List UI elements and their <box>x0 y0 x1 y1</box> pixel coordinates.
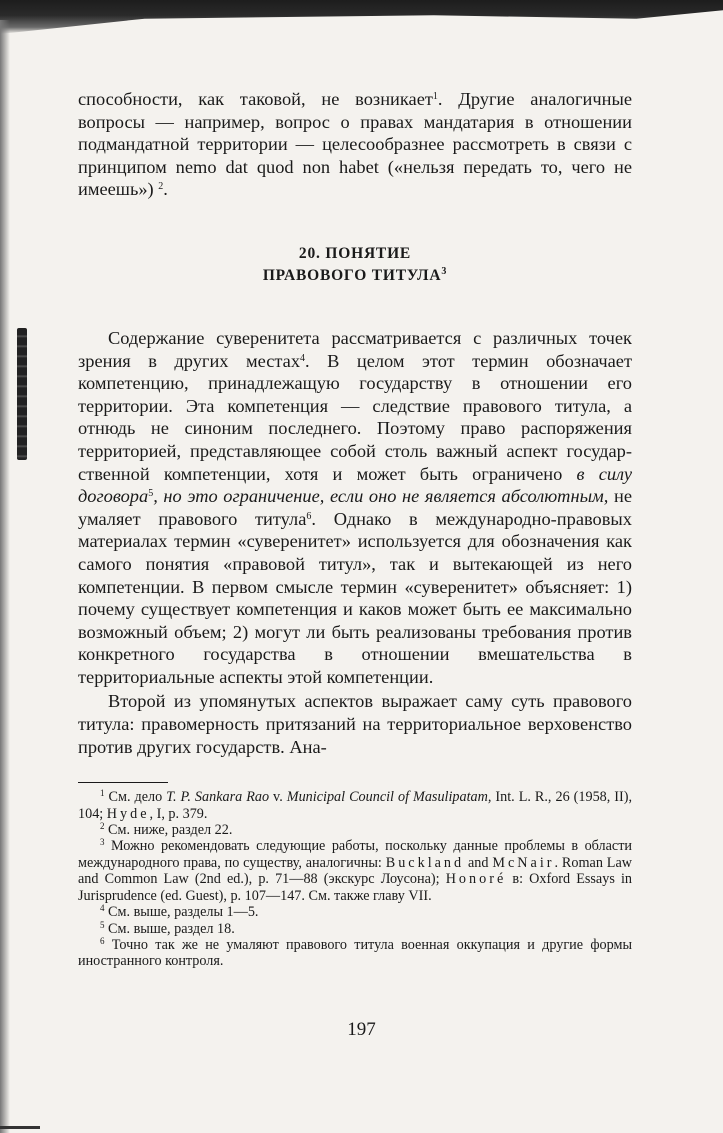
para1-text-4: . Однако в международно-правовых материалах термин «суверенитет» используется для обозначения как самого понятия «правовой титул», так и вытекающей из него компетенции. В первом смысле термин «суверенитет» объясняет: 1) почему существует компетенция и каков может быть ее максимально возможный объем; 2) могут ли быть реализованы требования против конкретного государства в отношении вмешательства в территориальные аспекты этой компетенции. <box>78 508 632 687</box>
intro-paragraph <box>78 88 632 201</box>
footnote-case-name: Municipal Council of Masulipatam, <box>286 789 492 806</box>
binding-mark <box>17 328 27 460</box>
para1-italic-1: в силу договора <box>78 463 632 507</box>
footnote-text: v. <box>269 789 287 806</box>
footnote-author: McNair <box>492 854 555 871</box>
footnote-3 <box>78 838 632 904</box>
footnote-text: См. выше, разделы 1—5. <box>108 904 259 921</box>
footnote-number: 1 <box>100 788 105 799</box>
footnote-ref-4: 4 <box>300 352 306 364</box>
footnote-5 <box>78 921 632 937</box>
footnote-text: and <box>464 854 493 871</box>
footnote-number: 5 <box>100 919 105 930</box>
footnote-text: См. выше, раздел 18. <box>108 920 235 937</box>
bottom-edge-mark <box>0 1126 40 1129</box>
footnote-text: См. ниже, раздел 22. <box>108 822 233 839</box>
footnote-text: См. дело <box>108 789 167 806</box>
section-heading-line1: 20. ПОНЯТИЕ <box>298 244 412 262</box>
scan-top-edge <box>0 0 723 34</box>
footnote-number: 6 <box>100 935 105 946</box>
intro-text-tail: . Другие аналогичные вопросы — например, вопрос о правах мандатария в отношении подмандатной территории — целесообразнее рассмотреть в связи с принципом nemo dat quod non habet («нельзя передать то, чего не имеешь») <box>78 89 632 200</box>
footnote-ref-6: 6 <box>306 510 312 522</box>
footnote-number: 4 <box>100 903 105 914</box>
footnote-text: Int. L. R., 26 (1958, II), 104; <box>78 789 633 822</box>
footnote-text: в: Oxford Essays in Jurisprudence (ed. Guest), p. 107—147. См. также главу VII. <box>78 871 632 904</box>
section-heading-title: ПРАВОВОГО ТИТУЛА <box>262 266 442 284</box>
scan-left-edge <box>0 20 10 1133</box>
footnote-2 <box>78 822 632 838</box>
footnote-ref-1: 1 <box>432 91 438 102</box>
footnote-ref-5: 5 <box>148 488 154 500</box>
footnote-author: Honoré <box>445 871 507 888</box>
footnote-ref-2: 2 <box>158 181 164 193</box>
section-heading <box>78 243 632 287</box>
footnote-6 <box>78 937 632 970</box>
paragraph-sovereignty <box>78 327 632 689</box>
page-number: 197 <box>347 1019 376 1040</box>
footnote-case-name: T. P. Sankara Rao <box>166 789 270 806</box>
footnote-text: . Roman Law and Common Law (2nd ed.), p. 71—88 (экскурс Лоусона); <box>78 854 632 888</box>
footnote-number: 3 <box>100 837 105 848</box>
footnote-ref-3: 3 <box>441 265 448 277</box>
footnote-1 <box>78 789 632 822</box>
para1-italic-2: , но это ограничение, если оно не является абсолютным, <box>153 486 609 507</box>
paragraph-legal-title: Второй из упомянутых аспектов выражает саму суть правового титула: правомерность притязаний на территориальное верховенство против других государств. Ана- <box>78 691 632 757</box>
section-heading-line2 <box>78 265 632 287</box>
footnote-text: Точно так же не умаляют правового титула военная оккупация и другие формы иностранного контроля. <box>78 936 632 970</box>
footnote-4 <box>78 904 632 920</box>
para1-text-3: не умаляет правового титула <box>78 486 632 529</box>
intro-text-end: . <box>163 179 168 200</box>
para1-text-1: Содержание суверенитета рассматривается с различных точек зрения в других местах <box>78 327 632 371</box>
footnote-author: Hyde <box>106 805 150 822</box>
footnote-author: Buckland <box>385 854 465 871</box>
footnote-separator <box>78 782 168 783</box>
footnote-text: Можно рекомендовать следующие работы, поскольку данные проблемы в области международного права, по существу, аналогичны: <box>78 838 633 871</box>
intro-text: способности, как таковой, не возникает <box>78 89 433 109</box>
footnote-text: , I, p. 379. <box>149 805 208 822</box>
page-content <box>78 88 632 970</box>
para1-text-2: . В целом этот термин обозначает компетенцию, принадлежащую государству в отношении его территории. Эта компетенция — следствие правового титула, а отнюдь не синоним последнего. Поэтому право распоряжения территорией, представляющее собой столь важный аспект государственной компетенции, хотя и может быть ограничено <box>78 350 632 484</box>
footnote-number: 2 <box>100 821 105 832</box>
